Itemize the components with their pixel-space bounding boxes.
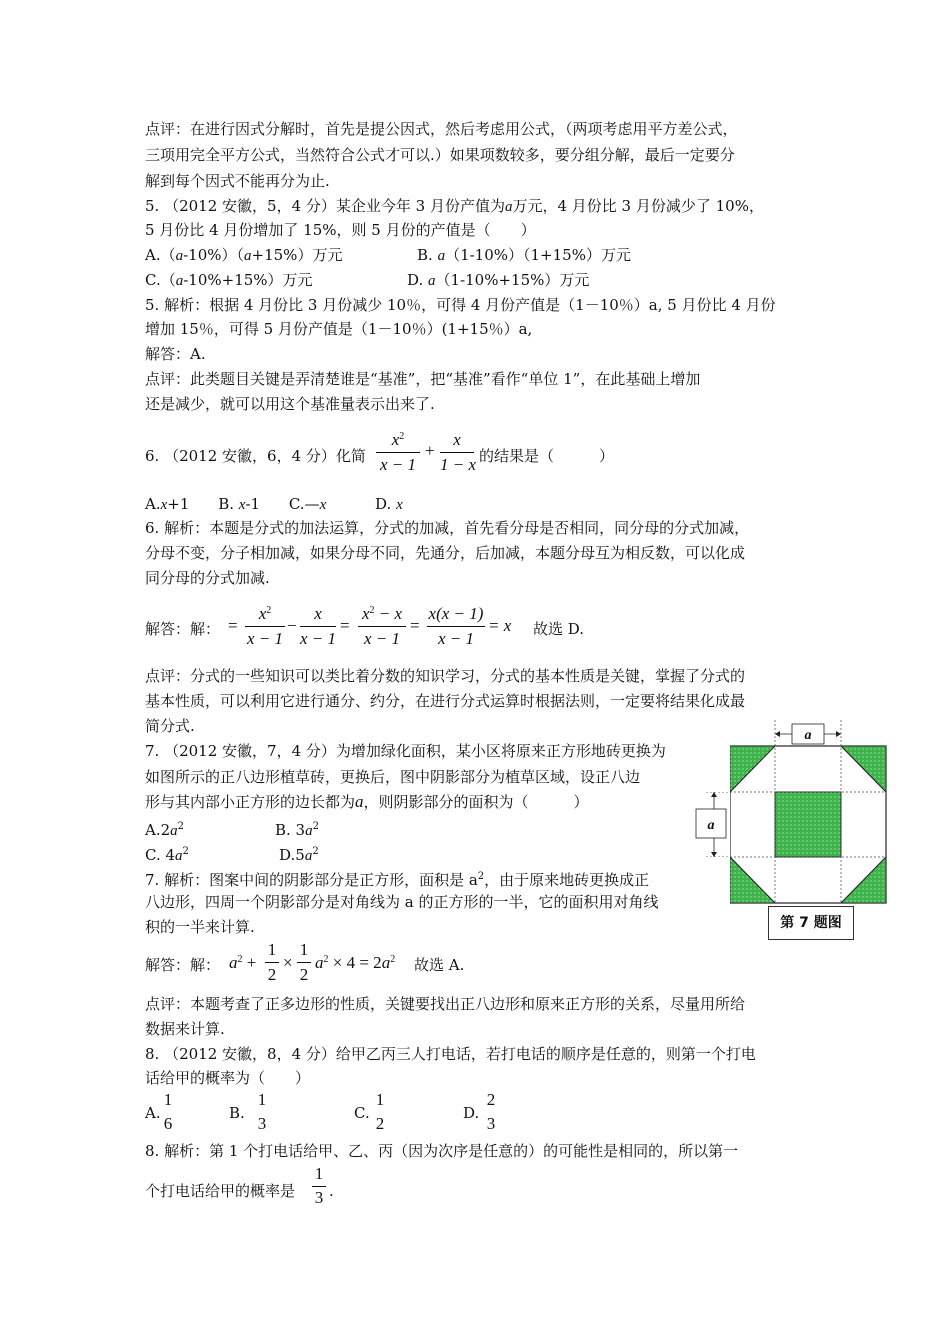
exp-2: 2 [323, 954, 329, 965]
q5-analysis-line-1: 5. 解析：根据 4 月份比 3 月份减少 10％，可得 4 月份产值是（1－10％）a, 5 月份比 4 月份 [145, 296, 776, 314]
frac-bar [265, 962, 279, 963]
q7-analysis-b: ，由于原来地砖更换成正 [484, 871, 650, 889]
comment-line-2: 三项用完全平方公式，当然符合公式才可以.）如果项数较多，要分组分解，最后一定要分 [145, 146, 735, 164]
denominator: 6 [163, 1114, 173, 1133]
sol-frac-3 [358, 604, 406, 648]
var-a: a [229, 953, 238, 972]
denominator: 3 [314, 1188, 324, 1207]
var-x: x [319, 497, 327, 513]
times-four: × 4 = 2 [332, 953, 382, 972]
var-a: a [305, 823, 313, 839]
numerator: x(x − 1) [428, 604, 484, 623]
frac-bar [376, 452, 420, 453]
var-x: x [238, 497, 246, 513]
denominator: 2 [267, 965, 277, 984]
q8-option-b-label: B. [229, 1104, 245, 1122]
q7-stem-line-3 [145, 793, 589, 811]
denominator: 3 [486, 1114, 496, 1133]
minus-sign: − [287, 616, 297, 635]
q5-b-pre: B. [417, 246, 438, 264]
frac-bar [312, 1186, 326, 1187]
exp-2: 2 [369, 605, 375, 616]
exp-2: 2 [390, 954, 396, 965]
q5-option-c [145, 271, 313, 290]
left-dim [694, 792, 730, 857]
q7-stem-a: 形与其内部小正方形的边长都为 [145, 793, 356, 811]
q5-d-post: （1-10%+15%）万元 [435, 271, 590, 289]
q5-stem-line-2: 5 月份比 4 月份增加了 15%，则 5 月份的产值是（ ） [145, 221, 536, 239]
frac-bar [297, 962, 311, 963]
var-a: a [170, 823, 178, 839]
q7-choose: 故选 A. [414, 956, 465, 974]
q6-choose: 故选 D. [533, 620, 585, 638]
q8-analysis-line-1: 8. 解析：第 1 个打电话给甲、乙、丙（因为次序是任意的）的可能性是相同的，所以第一 [145, 1142, 739, 1160]
sol-frac-1 [245, 604, 285, 648]
q7-analysis-line-1 [145, 868, 649, 889]
q7-analysis-line-3: 积的一半来计算. [145, 918, 255, 936]
left-dim-svg [694, 792, 730, 857]
q6-comment-line-2: 基本性质，可以利用它进行通分、约分，在进行分式运算时根据法则，一定要将结果化成最 [145, 692, 746, 710]
q7-formula-b [315, 953, 395, 973]
q7-d-label: D.5 [279, 846, 305, 864]
q8-option-c-label: C. [354, 1104, 370, 1122]
figure-caption-text: 第 7 题图 [780, 915, 842, 931]
q5-option-b [417, 246, 631, 265]
var-a: a [244, 248, 252, 264]
q5-stem-a: 5. （2012 安徽，5，4 分）某企业今年 3 月份产值为 [145, 197, 505, 215]
arrow-head [711, 852, 717, 857]
q6-stem-b: 的结果是（ ） [479, 447, 615, 465]
q7-half-1 [265, 940, 279, 984]
denominator: x − 1 [246, 629, 284, 648]
exp-2: 2 [237, 954, 243, 965]
exp-2: 2 [177, 821, 185, 832]
frac-bar [440, 452, 474, 453]
sol-frac-4 [427, 604, 485, 648]
var-x: x [396, 497, 403, 513]
comment-line-1: 点评：在进行因式分解时，首先是提公因式，然后考虑用公式，（两项考虑用平方差公式， [145, 120, 738, 138]
q8-end-period: . [329, 1182, 334, 1200]
var-a: a [504, 199, 513, 215]
denominator: 2 [375, 1114, 385, 1133]
label-a-top: a [804, 728, 812, 743]
q5-answer: 解答：A. [145, 345, 206, 363]
frac-bar [427, 626, 485, 627]
q5-b-post: （1-10%）（1+15%）万元 [445, 246, 631, 264]
q5-c-post: -10%+15%）万元 [183, 271, 313, 289]
q8-option-c-frac [373, 1090, 387, 1134]
q6-b-label: B. [218, 495, 234, 513]
q5-d-pre: D. [407, 271, 429, 289]
plus-sign: + [246, 953, 257, 972]
denominator: 3 [257, 1114, 267, 1133]
q6-solution-label: 解答：解： [145, 620, 221, 638]
q8-stem-line-2: 话给甲的概率为（ ） [145, 1069, 311, 1087]
q7-comment-line-1: 点评：本题考查了正多边形的性质，关键要找出正八边形和原来正方形的关系，尽量用所给 [145, 995, 746, 1013]
numerator: 1 [163, 1090, 173, 1109]
q5-a-pre: A.（ [145, 246, 176, 264]
var-a: a [175, 248, 184, 264]
q6-d-label: D. [375, 495, 392, 513]
numerator: 1 [375, 1090, 385, 1109]
exp-2: 2 [182, 846, 189, 857]
numerator: 2 [486, 1090, 496, 1109]
q7-option-c [145, 843, 189, 865]
plus-sign: + [425, 441, 435, 460]
q5-stem-b: 万元，4 月份比 3 月份减少了 10%， [512, 197, 764, 215]
q6-analysis-line-1: 6. 解析：本题是分式的加法运算，分式的加减，首先看分母是否相同，同分母的分式加减， [145, 519, 750, 537]
q7-b-label: B. 3 [275, 821, 306, 839]
numerator: 1 [299, 940, 309, 959]
q8-option-a-label: A. [145, 1104, 161, 1122]
q7-stem-line-2: 如图所示的正八边形植草砖，更换后，图中阴影部分为植草区域，设正八边 [145, 768, 641, 786]
sol-frac-2 [300, 604, 336, 648]
q7-stem-b: ，则阴影部分的面积为（ ） [363, 793, 589, 811]
q6-analysis-line-2: 分母不变，分子相加减，如果分母不同，先通分，后加减，本题分母互为相反数，可以化成 [145, 544, 746, 562]
q8-option-d-frac [484, 1090, 498, 1134]
q5-stem-line-1 [145, 197, 764, 216]
q6-b-rest: -1 [245, 495, 261, 513]
q5-c-pre: C.（ [145, 271, 176, 289]
exp-2: 2 [312, 821, 319, 832]
var-x: x [258, 604, 267, 623]
eq-sign: = [340, 616, 350, 635]
q5-a-post2: +15%）万元 [251, 246, 343, 264]
numerator: 1 [267, 940, 277, 959]
q8-answer-frac [312, 1164, 326, 1208]
q6-a-label: A. [145, 495, 161, 513]
label-a-left: a [707, 818, 715, 833]
var-a: a [315, 953, 324, 972]
times-sign: × [283, 953, 293, 972]
numerator: 1 [257, 1090, 267, 1109]
q7-formula-a [229, 953, 256, 973]
q8-stem-line-1: 8. （2012 安徽，8，4 分）给甲乙丙三人打电话，若打电话的顺序是任意的，则第一个打电 [145, 1045, 756, 1063]
q5-analysis-line-2: 增加 15％，可得 5 月份产值是（1－10％）(1+15％）a, [145, 320, 533, 338]
var-x: x [391, 430, 400, 449]
q6-comment-line-3: 简分式. [145, 717, 195, 735]
eq-sign: = [228, 616, 238, 635]
q7-comment-line-2: 数据来计算. [145, 1020, 225, 1038]
exp-2: 2 [399, 431, 405, 442]
var-x: x [160, 497, 168, 513]
var-a: a [175, 848, 183, 864]
q8-analysis-line-2: 个打电话给甲的概率是 [145, 1182, 296, 1200]
q8-option-a-frac [161, 1090, 175, 1134]
var-a: a [355, 792, 364, 811]
var-a: a [304, 848, 313, 864]
denominator: x − 1 [379, 455, 417, 474]
q6-comment-line-1: 点评：分式的一些知识可以类比着分数的知识学习，分式的基本性质是关键，掌握了分式的 [145, 667, 746, 685]
exp-2: 2 [312, 846, 319, 857]
q6-frac-2 [440, 430, 477, 474]
numerator: x [314, 604, 322, 623]
q6-a-rest: +1 [167, 495, 190, 513]
q7-c-label: C. 4 [145, 846, 176, 864]
q7-analysis-a: 7. 解析：图案中间的阴影部分是正方形，面积是 a [145, 871, 478, 889]
frac-bar [300, 626, 336, 627]
var-a: a [437, 248, 446, 264]
q5-a-post: -10%）（ [183, 246, 245, 264]
figure-caption [768, 906, 854, 940]
var-a: a [428, 273, 436, 289]
q8-option-d-label: D. [463, 1104, 480, 1122]
numerator: x [453, 430, 461, 449]
q6-analysis-line-3: 同分母的分式加减. [145, 569, 270, 587]
q5-comment-line-1: 点评：此类题目关键是弄清楚谁是“基准”，把“基准”看作“单位 1”，在此基础上增加 [145, 370, 701, 388]
denominator: 1 − x [440, 455, 477, 474]
frac-bar [245, 626, 285, 627]
var-a: a [175, 273, 184, 289]
denominator: x − 1 [363, 629, 401, 648]
result-x: = x [488, 616, 512, 635]
q7-stem-line-1: 7. （2012 安徽，7，4 分）为增加绿化面积，某小区将原来正方形地砖更换为 [145, 742, 666, 760]
q7-solution-label: 解答：解： [145, 956, 221, 974]
arrow-head [711, 792, 717, 797]
var-a: a [381, 953, 391, 972]
exp-2: 2 [477, 871, 485, 882]
q7-analysis-line-2: 八边形，四周一个阴影部分是对角线为 a 的正方形的一半，它的面积用对角线 [145, 893, 659, 911]
exp-2: 2 [266, 605, 272, 616]
var-x: x [361, 604, 370, 623]
arrow-head [836, 731, 841, 737]
q7-option-a [145, 818, 184, 840]
comment-line-3: 解到每个因式不能再分为止. [145, 172, 330, 190]
denominator: x − 1 [300, 629, 337, 648]
q5-comment-line-2: 还是减少，就可以用这个基准量表示出来了. [145, 395, 435, 413]
q7-half-2 [297, 940, 311, 984]
q6-c-label: C.— [288, 495, 320, 513]
eq-sign: = [410, 616, 420, 635]
q6-stem-a: 6. （2012 安徽，6，4 分）化简 [145, 447, 366, 465]
minus-x: − x [374, 604, 403, 623]
denominator: x − 1 [437, 629, 475, 648]
q8-option-b-frac [255, 1090, 269, 1134]
q6-frac-1 [376, 430, 420, 474]
q5-option-a [145, 246, 342, 265]
inner-square [775, 792, 841, 857]
q7-option-d [279, 843, 319, 865]
frac-bar [358, 626, 406, 627]
q5-option-d [407, 271, 589, 290]
denominator: 2 [299, 965, 309, 984]
q7-option-b [275, 818, 319, 840]
numerator: 1 [314, 1164, 324, 1183]
q7-a-label: A.2 [145, 821, 171, 839]
q6-options [145, 495, 403, 514]
arrow-head [775, 731, 780, 737]
